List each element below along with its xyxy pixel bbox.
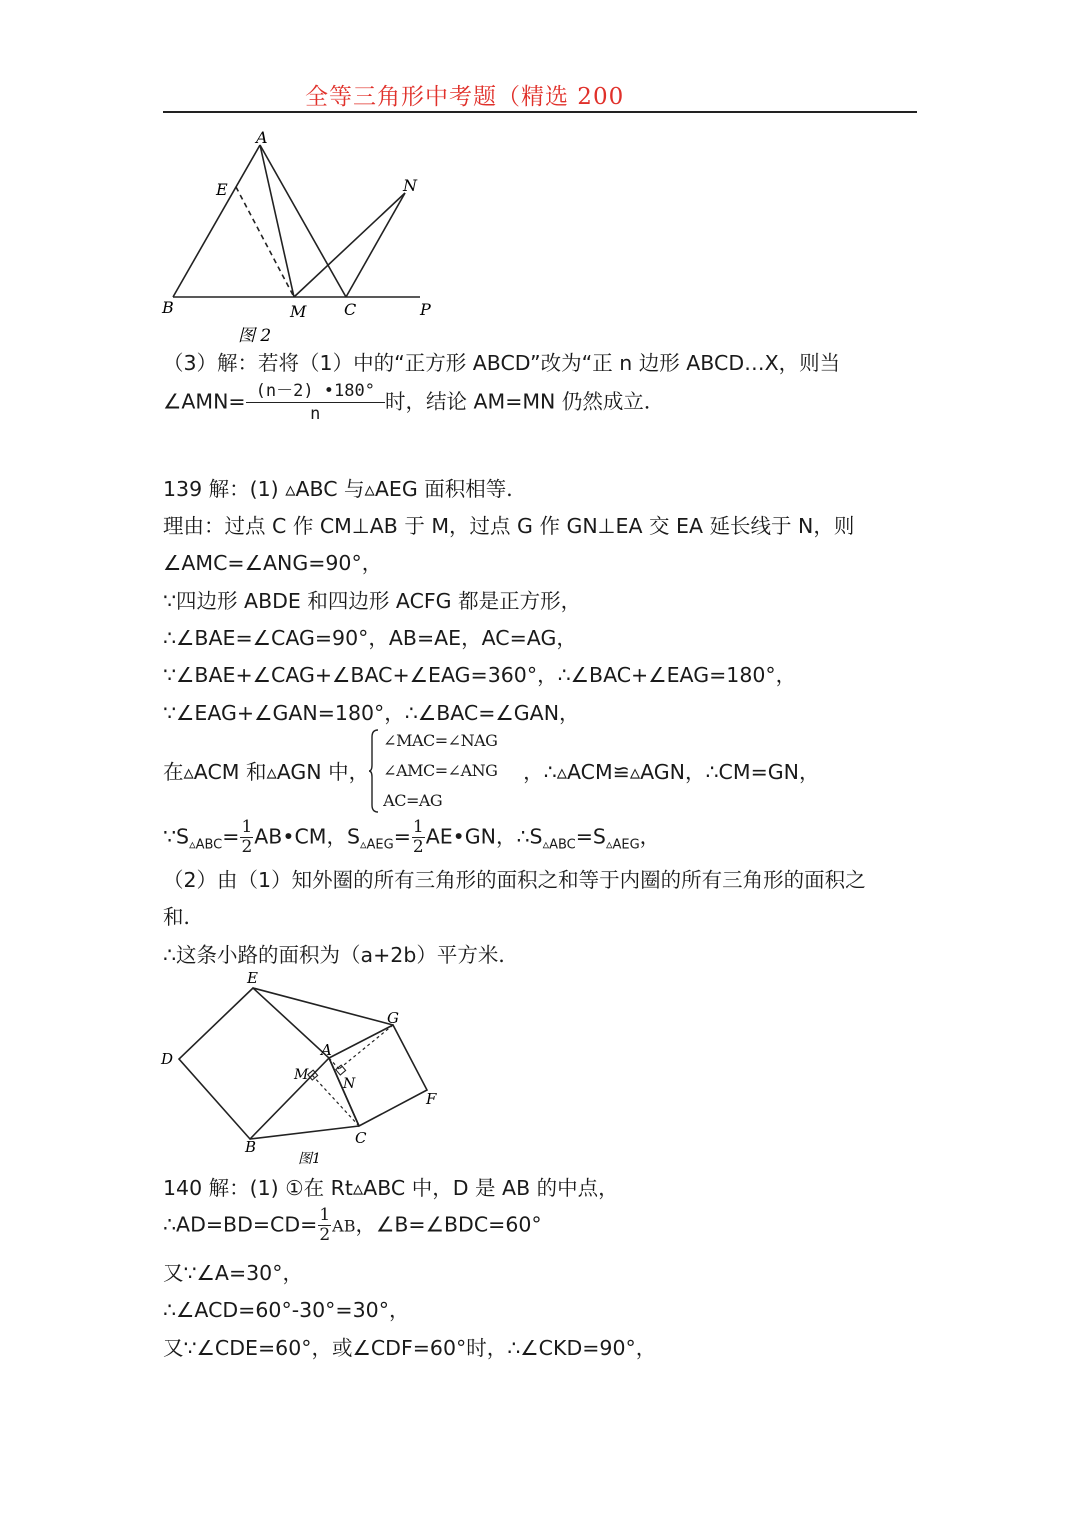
figure-1 xyxy=(158,966,458,1171)
label-b: B xyxy=(162,298,174,317)
part3-line2 xyxy=(163,380,664,425)
half-fraction xyxy=(240,818,253,857)
p139-line12: ∴这条小路的面积为（a+2b）平方米． xyxy=(163,943,519,967)
page-header-title: 全等三角形中考题（精选 200 xyxy=(305,84,625,110)
fraction-denominator: 2 xyxy=(241,837,253,857)
label-b: B xyxy=(245,1138,257,1156)
p140-line5: 又∵∠CDE=60°，或∠CDF=60°时，∴∠CKD=90°， xyxy=(163,1336,657,1360)
subscript: ▵AEG xyxy=(359,837,394,853)
left-brace-icon xyxy=(369,729,379,813)
line-an-dashed xyxy=(329,1058,339,1069)
segment-ab: AB xyxy=(332,1216,356,1236)
line-em-dashed xyxy=(236,187,294,297)
p139-line6: ∵∠BAE+∠CAG+∠BAC+∠EAG=360°，∴∠BAC+∠EAG=180°， xyxy=(163,663,797,687)
text-segment: = xyxy=(393,824,411,849)
half-fraction xyxy=(318,1206,331,1245)
p140-line1: 140 解：(1) ①在 Rt▵ABC 中，D 是 AB 的中点， xyxy=(163,1176,619,1200)
fraction-denominator: n xyxy=(310,404,321,424)
header-rule xyxy=(163,111,917,113)
text-segment: AB•CM，S xyxy=(254,824,360,849)
fraction-numerator: 1 xyxy=(319,1205,331,1225)
p139-line4: ∵四边形 ABDE 和四边形 ACFG 都是正方形， xyxy=(163,589,582,613)
label-f: F xyxy=(426,1090,437,1108)
line-am xyxy=(260,145,294,297)
line-ac xyxy=(260,145,346,297)
square-abde xyxy=(179,988,329,1139)
figure-2 xyxy=(160,125,450,350)
p139-line11: 和． xyxy=(163,905,204,929)
p139-line3: ∠AMC=∠ANG=90°， xyxy=(163,551,383,575)
p139-line8-suffix: ，∴▵ACM≌▵AGN，∴CM=GN， xyxy=(523,760,820,784)
p139-line2: 理由：过点 C 作 CM⊥AB 于 M，过点 G 作 GN⊥EA 交 EA 延长线于 N，则 xyxy=(163,514,855,538)
text-segment: ∴AD=BD=CD= xyxy=(163,1212,318,1237)
p140-line3: 又∵∠A=30°， xyxy=(163,1261,303,1285)
part3-conclusion: 时，结论 AM=MN 仍然成立． xyxy=(384,389,665,414)
label-a: A xyxy=(256,128,268,147)
label-a: A xyxy=(321,1041,332,1059)
part3-fraction xyxy=(246,380,385,425)
condition-3: AC=AG xyxy=(383,791,443,810)
label-n: N xyxy=(343,1076,356,1092)
p139-line9 xyxy=(163,818,660,860)
fraction-numerator: (n－2) •180° xyxy=(246,380,385,403)
text-segment: ，∠B=∠BDC=60° xyxy=(355,1212,542,1237)
p139-line5: ∴∠BAE=∠CAG=90°，AB=AE，AC=AG， xyxy=(163,626,577,650)
p139-line7: ∵∠EAG+∠GAN=180°，∴∠BAC=∠GAN， xyxy=(163,701,580,725)
label-e: E xyxy=(247,969,258,987)
label-m: M xyxy=(290,302,307,321)
figure-1-caption: 图1 xyxy=(298,1151,321,1167)
p140-line4: ∴∠ACD=60°-30°=30°， xyxy=(163,1298,410,1322)
text-segment: ∵S xyxy=(163,824,190,849)
label-p: P xyxy=(420,300,431,319)
half-fraction xyxy=(412,818,425,857)
fraction-numerator: 1 xyxy=(241,817,253,837)
line-cn xyxy=(346,193,405,297)
fraction-denominator: 2 xyxy=(319,1225,331,1245)
subscript: ▵ABC xyxy=(189,837,223,853)
text-segment: =S xyxy=(575,824,606,849)
p139-line8-prefix: 在▵ACM 和▵AGN 中， xyxy=(163,760,370,784)
p139-line1: 139 解：(1) ▵ABC 与▵AEG 面积相等． xyxy=(163,477,527,501)
label-g: G xyxy=(387,1009,399,1027)
p139-line8 xyxy=(163,728,819,814)
text-segment: ， xyxy=(639,824,661,849)
right-angle-n xyxy=(336,1065,346,1075)
line-mn xyxy=(294,193,405,297)
fraction-denominator: 2 xyxy=(412,837,424,857)
line-ba xyxy=(173,145,260,297)
subscript: ▵ABC xyxy=(542,837,576,853)
part3-angle-prefix: ∠AMN= xyxy=(163,389,246,414)
label-e: E xyxy=(216,180,228,199)
line-gn-dashed xyxy=(339,1025,393,1069)
label-c: C xyxy=(355,1129,367,1147)
text-segment: = xyxy=(222,824,240,849)
p139-line10: （2）由（1）知外圈的所有三角形的面积之和等于内圈的所有三角形的面积之 xyxy=(163,868,866,892)
label-n: N xyxy=(403,176,417,195)
subscript: ▵AEG xyxy=(605,837,640,853)
label-m: M xyxy=(294,1067,309,1083)
p140-line2 xyxy=(163,1206,542,1245)
condition-system xyxy=(369,729,519,815)
figure-2-caption: 图 2 xyxy=(238,326,272,346)
condition-2: ∠AMC=∠ANG xyxy=(383,761,498,780)
label-d: D xyxy=(161,1050,174,1068)
part3-line1: （3）解：若将（1）中的“正方形 ABCD”改为“正 n 边形 ABCD…X，则当 xyxy=(163,351,841,375)
text-segment: AE•GN，∴S xyxy=(425,824,543,849)
fraction-numerator: 1 xyxy=(412,817,424,837)
label-c: C xyxy=(344,300,357,319)
line-bc xyxy=(250,1126,359,1139)
condition-1: ∠MAC=∠NAG xyxy=(383,731,498,750)
